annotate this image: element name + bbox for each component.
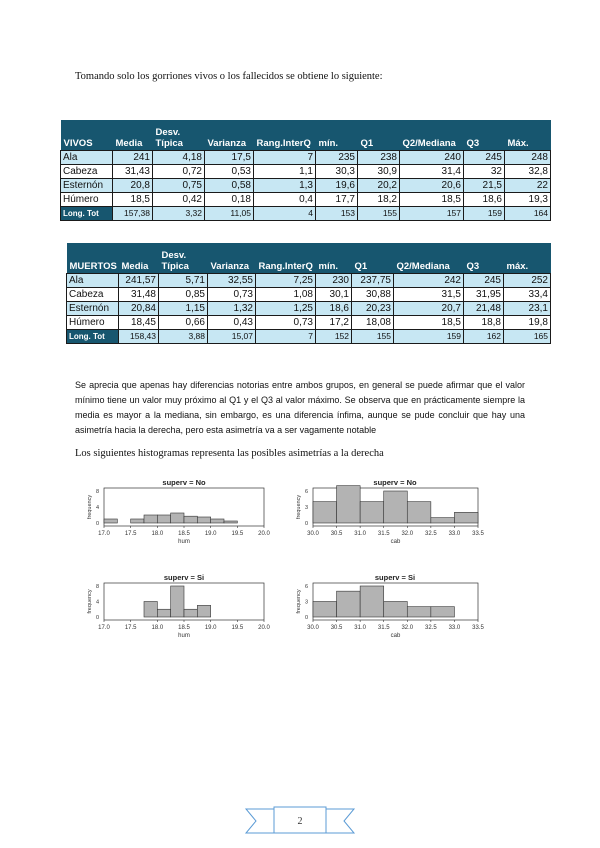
hist-bar [144,602,157,618]
muertos-cell: 19,8 [504,316,551,330]
x-tick-label: 30.0 [307,625,319,631]
muertos-cell: 32,55 [208,274,256,288]
x-tick-label: 31.0 [354,531,366,537]
vivos-cell: 0,75 [153,179,205,193]
x-tick-label: 31.5 [377,531,390,537]
y-tick-label: 4 [95,505,99,511]
y-tick-label: 0 [304,615,308,621]
x-axis-label: cab [390,539,401,545]
analysis-paragraph: Se aprecia que apenas hay diferencias notorias entre ambos grupos, en general se puede afirmar que el valor mínimo tiene un valor muy próximo al Q1 y el Q3 al valor máximo. Se observa que en prácticamente siempre la media es mayor a la mediana, sin embargo, es una diferencia ínfima, aunque se pude concluir que hay una asimetría hacia la derecha, pero esta asimetría va a ser vagamente notable [75,380,525,435]
muertos-cell: 31,5 [394,288,464,302]
hist-bar [384,491,408,523]
muertos-cell: 5,71 [159,274,208,288]
hist-title: superv = Si [374,573,416,582]
hist-bar [313,602,337,618]
vivos-cell: Esternón [61,179,113,193]
muertos-cell: 155 [352,330,394,344]
muertos-cell: 30,1 [316,288,352,302]
vivos-cell: 20,8 [113,179,153,193]
muertos-cell: 20,23 [352,302,394,316]
x-tick-label: 18.0 [151,531,164,537]
vivos-cell: 17,7 [316,193,358,207]
hist-bar [313,502,337,523]
vivos-cell: 0,18 [205,193,254,207]
y-tick-label: 6 [304,584,308,590]
ribbon-left-tail [246,809,274,833]
hist-bar [454,512,478,523]
muertos-cell: 17,2 [316,316,352,330]
muertos-cell: Ala [67,274,119,288]
muertos-header-cell: Media [119,243,159,274]
x-tick-label: 19.5 [231,625,244,631]
hist-bar [407,502,431,523]
muertos-cell: 0,43 [208,316,256,330]
vivos-cell: 20,2 [358,179,400,193]
muertos-header-cell: MUERTOS [67,243,119,274]
vivos-cell: 238 [358,151,400,165]
vivos-cell: 1,1 [254,165,316,179]
muertos-cell: Cabeza [67,288,119,302]
vivos-cell: 19,3 [505,193,551,207]
hist-bar [184,516,197,523]
muertos-cell: 1,08 [256,288,316,302]
vivos-cell: 17,5 [205,151,254,165]
muertos-cell: 0,85 [159,288,208,302]
y-tick-label: 0 [304,521,308,527]
x-tick-label: 18.5 [178,625,190,631]
ribbon-right-tail [326,809,354,833]
hist-bar [407,607,431,617]
muertos-header-cell: Q1 [352,243,394,274]
x-tick-label: 17.5 [124,531,137,537]
hist-bar [211,519,224,523]
vivos-cell: 1,3 [254,179,316,193]
vivos-cell: 18,5 [400,193,464,207]
hist-bar [131,519,144,523]
muertos-cell: 241,57 [119,274,159,288]
vivos-cell: Cabeza [61,165,113,179]
vivos-cell: 157 [400,207,464,221]
hist-bar [104,519,117,523]
y-axis-label: frequency [296,494,302,520]
x-axis-label: hum [178,633,190,639]
hist-bar [157,515,170,523]
vivos-header-cell: VIVOS [61,120,113,151]
vivos-cell: 32,8 [505,165,551,179]
x-tick-label: 30.5 [330,531,343,537]
vivos-cell: 235 [316,151,358,165]
y-tick-label: 3 [304,599,308,606]
muertos-cell: 0,73 [256,316,316,330]
muertos-cell: 162 [464,330,504,344]
muertos-header-cell: Varianza [208,243,256,274]
hist-bar [224,521,237,523]
muertos-cell: 7,25 [256,274,316,288]
page-number-ribbon [244,805,356,837]
hist-bar [384,602,408,618]
vivos-cell: 153 [316,207,358,221]
vivos-cell: 0,42 [153,193,205,207]
x-tick-label: 32.0 [401,531,414,537]
muertos-cell: 33,4 [504,288,551,302]
hist-bar [360,586,384,617]
muertos-cell: 20,84 [119,302,159,316]
vivos-cell: 32 [464,165,505,179]
muertos-cell: 31,48 [119,288,159,302]
intro-text: Tomando solo los gorriones vivos o los fallecidos se obtiene lo siguiente: [75,71,383,82]
muertos-cell: 21,48 [464,302,504,316]
vivos-cell: 4,18 [153,151,205,165]
vivos-cell: 19,6 [316,179,358,193]
muertos-cell: 31,95 [464,288,504,302]
y-tick-label: 0 [95,615,99,621]
x-tick-label: 18.5 [178,531,190,537]
vivos-cell: 240 [400,151,464,165]
hist-bar [360,502,384,523]
vivos-cell: Húmero [61,193,113,207]
hist-bar [171,513,184,523]
muertos-header-cell: máx. [504,243,551,274]
muertos-cell: 23,1 [504,302,551,316]
x-tick-label: 32.0 [401,625,414,631]
hist-bar [197,517,210,523]
x-tick-label: 33.0 [448,625,461,631]
vivos-cell: 31,4 [400,165,464,179]
x-axis-label: hum [178,539,190,545]
vivos-cell: Ala [61,151,113,165]
muertos-cell: 0,66 [159,316,208,330]
muertos-cell: Long. Tot [67,330,119,344]
x-tick-label: 32.5 [425,625,437,631]
hist-bar [144,515,157,523]
y-tick-label: 8 [95,489,99,495]
muertos-header-cell: Q2/Mediana [394,243,464,274]
muertos-header-cell: Q3 [464,243,504,274]
vivos-cell: 0,4 [254,193,316,207]
x-tick-label: 19.0 [204,531,217,537]
vivos-cell: 20,6 [400,179,464,193]
muertos-cell: Esternón [67,302,119,316]
vivos-cell: 155 [358,207,400,221]
vivos-cell: 0,58 [205,179,254,193]
histogram-intro: Los siguientes histogramas representa las posibles asimetrías a la derecha [75,448,384,459]
muertos-cell: 15,07 [208,330,256,344]
muertos-cell: 7 [256,330,316,344]
x-tick-label: 32.5 [425,531,437,537]
vivos-cell: 31,43 [113,165,153,179]
muertos-cell: 18,08 [352,316,394,330]
x-tick-label: 30.0 [307,531,319,537]
vivos-cell: 164 [505,207,551,221]
muertos-cell: Húmero [67,316,119,330]
muertos-cell: 242 [394,274,464,288]
vivos-cell: 245 [464,151,505,165]
muertos-cell: 159 [394,330,464,344]
hist-bar [197,605,210,617]
muertos-cell: 3,88 [159,330,208,344]
x-axis-label: cab [390,633,401,639]
vivos-cell: 21,5 [464,179,505,193]
x-tick-label: 31.0 [354,625,366,631]
x-tick-label: 20.0 [258,531,270,537]
muertos-cell: 245 [464,274,504,288]
vivos-header-cell: Media [113,120,153,151]
x-tick-label: 33.0 [448,531,461,537]
vivos-cell: 18,5 [113,193,153,207]
muertos-cell: 20,7 [394,302,464,316]
muertos-cell: 18,8 [464,316,504,330]
x-tick-label: 20.0 [258,625,270,631]
vivos-cell: Long. Tot [61,207,113,221]
y-axis-label: frequency [87,589,93,614]
x-tick-label: 17.5 [124,625,137,631]
hist-bar [157,609,170,617]
muertos-cell: 0,73 [208,288,256,302]
vivos-cell: 159 [464,207,505,221]
vivos-cell: 0,53 [205,165,254,179]
y-tick-label: 4 [95,599,99,606]
vivos-cell: 30,3 [316,165,358,179]
vivos-header-cell: mín. [316,120,358,151]
vivos-cell: 18,6 [464,193,505,207]
y-axis-label: frequency [87,494,93,520]
vivos-header-cell: Rang.InterQ [254,120,316,151]
muertos-cell: 252 [504,274,551,288]
hist-title: superv = No [162,478,206,487]
hist-bar [337,591,361,617]
vivos-cell: 18,2 [358,193,400,207]
muertos-cell: 165 [504,330,551,344]
y-tick-label: 0 [95,521,99,527]
muertos-cell: 230 [316,274,352,288]
x-tick-label: 30.5 [330,625,343,631]
muertos-cell: 1,25 [256,302,316,316]
vivos-cell: 4 [254,207,316,221]
y-tick-label: 8 [95,584,99,590]
vivos-cell: 30,9 [358,165,400,179]
x-tick-label: 18.0 [151,625,164,631]
x-tick-label: 31.5 [377,625,390,631]
vivos-cell: 11,05 [205,207,254,221]
page-number: 2 [297,816,303,827]
vivos-cell: 0,72 [153,165,205,179]
vivos-header-cell: Varianza [205,120,254,151]
y-tick-label: 6 [304,489,308,495]
hist-bar [431,607,455,617]
y-tick-label: 3 [304,505,308,511]
muertos-cell: 18,5 [394,316,464,330]
vivos-header-cell: Desv. Típica [153,120,205,151]
vivos-cell: 22 [505,179,551,193]
muertos-cell: 1,15 [159,302,208,316]
vivos-header-cell: Q3 [464,120,505,151]
vivos-cell: 248 [505,151,551,165]
vivos-cell: 157,38 [113,207,153,221]
vivos-header-cell: Máx. [505,120,551,151]
muertos-header-cell: mín. [316,243,352,274]
vivos-cell: 241 [113,151,153,165]
vivos-cell: 7 [254,151,316,165]
muertos-cell: 1,32 [208,302,256,316]
y-axis-label: frequency [296,589,302,614]
hist-title: superv = Si [163,573,205,582]
muertos-cell: 237,75 [352,274,394,288]
vivos-header-cell: Q2/Mediana [400,120,464,151]
x-tick-label: 33.5 [472,531,484,537]
muertos-cell: 30,88 [352,288,394,302]
muertos-cell: 18,6 [316,302,352,316]
hist-bar [171,586,184,617]
hist-bar [431,518,455,523]
x-tick-label: 17.0 [98,625,110,631]
muertos-header-cell: Desv. Típica [159,243,208,274]
muertos-cell: 152 [316,330,352,344]
hist-bar [337,486,361,523]
vivos-cell: 3,32 [153,207,205,221]
muertos-header-cell: Rang.InterQ [256,243,316,274]
hist-title: superv = No [373,478,417,487]
muertos-cell: 18,45 [119,316,159,330]
x-tick-label: 19.5 [231,531,244,537]
hist-bar [184,609,197,617]
x-tick-label: 17.0 [98,531,110,537]
x-tick-label: 33.5 [472,625,484,631]
muertos-cell: 158,43 [119,330,159,344]
x-tick-label: 19.0 [204,625,217,631]
vivos-header-cell: Q1 [358,120,400,151]
